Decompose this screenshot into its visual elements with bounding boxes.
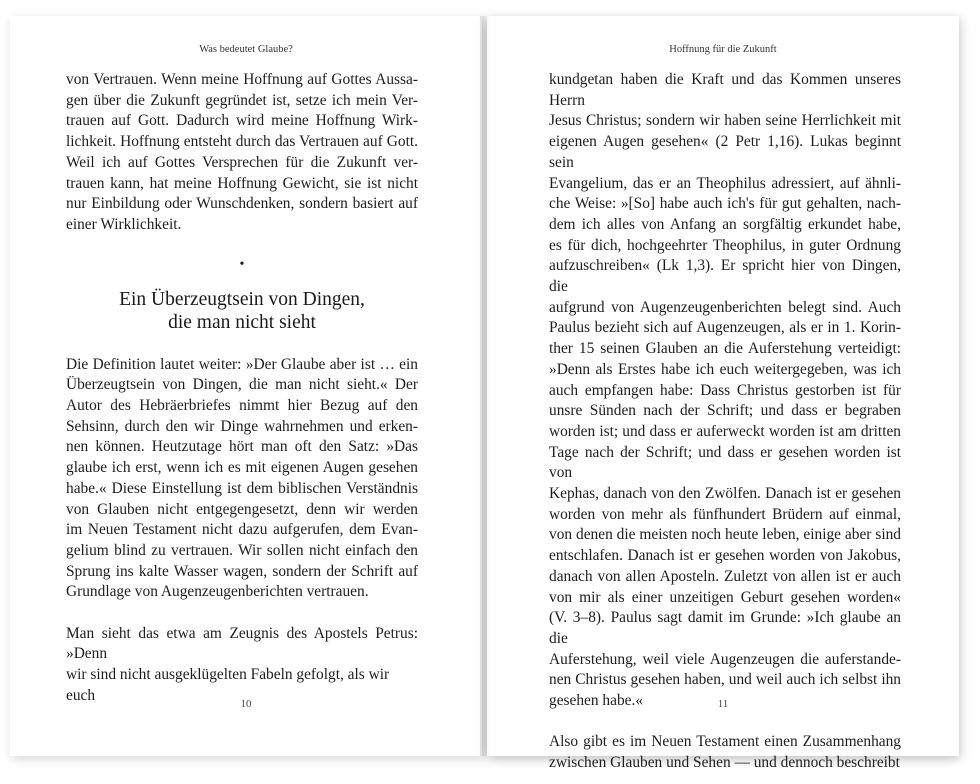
right-paragraph-1: [549, 70, 901, 712]
text-line: trauen auf Gott. Dadurch wird meine Hoffnung Wirk-: [66, 112, 418, 130]
text-line: Jesus Christus; sondern wir haben seine Herrlichkeit mit: [549, 112, 901, 130]
text-line: Auferstehung, weil viele Augenzeugen die auferstande-: [549, 650, 901, 668]
text-line: einer Wirklichkeit.: [66, 215, 182, 233]
section-heading: [66, 288, 418, 335]
text-line: danach von allen Aposteln. Zuletzt von allen ist er auch: [549, 567, 901, 585]
text-line: Paulus bezieht sich auf Augenzeugen, als er in 1. Korin-: [549, 319, 901, 337]
text-line: kundgetan haben die Kraft und das Kommen unseres Herrn: [549, 71, 901, 109]
book-gutter-shadow: [480, 16, 489, 756]
text-line: (V. 3–8). Paulus sagt damit im Grunde: »Ich glaube an die: [549, 609, 901, 647]
text-line: Sprung ins kalte Wasser wagen, sondern der Schrift auf: [66, 562, 418, 580]
left-paragraph-3: [66, 624, 418, 707]
page-number-left: 10: [240, 698, 252, 710]
text-line: lichkeit. Hoffnung entsteht durch das Vertrauen auf Gott.: [66, 133, 418, 151]
text-line: Kephas, danach von den Zwölfen. Danach ist er gesehen: [549, 485, 901, 503]
text-line: gelium blind zu vertrauen. Wir sollen nicht einfach den: [66, 541, 418, 559]
left-page-body: [66, 70, 418, 706]
text-line: Überzeugtsein von Dingen, die man nicht sieht.« Der: [66, 376, 418, 394]
text-line: Die Definition lautet weiter: »Der Glaube aber ist … ein: [66, 355, 418, 373]
text-line: von Vertrauen. Wenn meine Hoffnung auf Gottes Aussa-: [66, 71, 418, 88]
text-line: Man sieht das etwa am Zeugnis des Apostels Petrus: »Denn: [66, 624, 418, 663]
section-heading-line-1: Ein Überzeugtsein von Dingen,: [119, 288, 365, 310]
right-page: [487, 16, 959, 771]
text-line: wir sind nicht ausgeklügelten Fabeln gefolgt, als wir euch: [66, 665, 390, 704]
text-line: auch empfangen habe: Dass Christus gestorben ist für: [549, 381, 901, 399]
left-paragraph-2: [66, 355, 418, 603]
text-line: aufgrund von Augenzeugenberichten belegt sind. Auch: [549, 298, 901, 316]
left-page: [10, 16, 482, 756]
text-line: Autor des Hebräerbriefes nimmt hier Bezug auf den: [66, 397, 418, 415]
running-head-right: Hoffnung für die Zukunft: [669, 44, 777, 55]
text-line: Evangelium, das er an Theophilus adressiert, auf ähnli-: [549, 174, 901, 192]
page-number-right: 11: [717, 698, 729, 710]
text-line: nen Christus gesehen haben, und weil auch ich selbst ihn: [549, 671, 901, 689]
text-line: aufzuschreiben« (Lk 1,3). Er spricht hier von Dingen, die: [549, 257, 901, 296]
text-line: habe.« Diese Einstellung ist dem biblischen Verständnis: [66, 479, 418, 497]
text-line: ther 15 seinen Glauben an die Auferstehung verteidigt:: [549, 340, 901, 358]
text-line: Sehsinn, durch den wir Dinge wahrnehmen und erken-: [66, 417, 418, 435]
text-line: es für dich, hochgeehrter Theophilus, in guter Ordnung: [549, 236, 901, 254]
text-line: im Neuen Testament nicht dazu aufgerufen, dem Evan-: [66, 521, 418, 539]
text-line: glaube ich erst, wenn ich es mit eigenen Augen gesehen: [66, 459, 418, 477]
text-line: Also gibt es im Neuen Testament einen Zusammenhang: [549, 733, 901, 751]
right-paragraph-2: [549, 732, 901, 773]
left-paragraph-1: [66, 70, 418, 236]
text-line: worden von mehr als fünfhundert Brüdern auf einmal,: [549, 505, 901, 523]
text-line: von mir als einer unzeitigen Geburt gesehen worden«: [549, 588, 901, 606]
right-page-body: [549, 70, 901, 774]
text-line: Weil ich auf Gottes Versprechen für die Zukunft ver-: [66, 153, 418, 171]
section-separator-bullet: •: [239, 256, 245, 272]
text-line: che Weise: »[So] habe auch ich's für gut gehalten, nach-: [549, 195, 901, 213]
text-line: entschlafen. Danach ist er gesehen worden von Jakobus,: [549, 547, 901, 565]
text-line: dem ich alles von Anfang an sorgfältig erkundet habe,: [549, 215, 901, 233]
text-line: gesehen habe.«: [549, 692, 644, 710]
text-line: nur Einbildung oder Wunschdenken, sondern basiert auf: [66, 195, 418, 213]
text-line: Tage nach der Schrift; und dass er gesehen worden ist von: [549, 443, 901, 482]
text-line: eigenen Augen gesehen« (2 Petr 1,16). Lukas beginnt sein: [549, 133, 901, 171]
text-line: nen können. Heutzutage hört man oft den Satz: »Das: [66, 438, 418, 456]
text-line: unsre Sünden nach der Schrift; und dass er begraben: [549, 402, 901, 420]
text-line: zwischen Glauben und Sehen — und dennoch beschreibt: [549, 754, 900, 771]
text-line: »Denn als Erstes habe ich euch weitergegeben, was ich: [549, 360, 901, 378]
text-line: trauen kann, hat meine Hoffnung Gewicht, sie ist nicht: [66, 174, 418, 192]
text-line: worden ist; und dass er auferweckt worden ist am dritten: [549, 422, 901, 440]
running-head-left: Was bedeutet Glaube?: [199, 44, 293, 55]
text-line: von Glauben nicht entgegengesetzt, denn wir werden: [66, 500, 418, 518]
text-line: gen über die Zukunft gegründet ist, setze ich mein Ver-: [66, 91, 418, 109]
text-line: von denen die meisten noch heute leben, einige aber sind: [549, 526, 901, 544]
section-heading-line-2: die man nicht sieht: [168, 312, 316, 334]
text-line: Grundlage von Augenzeugenberichten vertrauen.: [66, 583, 369, 601]
